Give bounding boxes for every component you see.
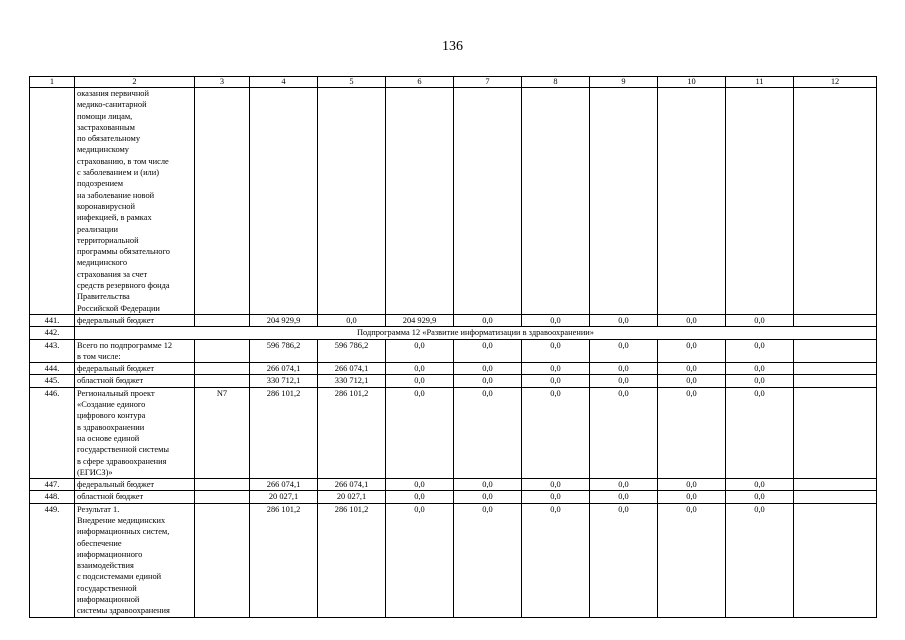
value-cell: 0,0	[522, 339, 590, 363]
column-header: 3	[195, 77, 250, 88]
value-cell: 0,0	[590, 363, 658, 375]
value-cell: 0,0	[590, 479, 658, 491]
description-line: в сфере здравоохранения	[77, 456, 167, 466]
description-line: обеспечение	[77, 538, 122, 548]
value-cell: 0,0	[726, 363, 794, 375]
value-cell: 0,0	[522, 363, 590, 375]
subprogram-title: Подпрограмма 12 «Развитие информатизации в здравоохранении»	[75, 327, 877, 339]
table-row	[30, 479, 877, 491]
description-line: Результат 1.	[77, 504, 120, 514]
description-line: страхованию, в том числе	[77, 156, 169, 166]
description-line: в здравоохранении	[77, 422, 145, 432]
value-cell: 0,0	[522, 491, 590, 503]
row-number: 445.	[30, 375, 75, 387]
value-cell: 0,0	[454, 479, 522, 491]
value-cell: 0,0	[590, 339, 658, 363]
value-cell: 0,0	[726, 479, 794, 491]
value-cell: 0,0	[454, 387, 522, 478]
note-cell	[794, 387, 877, 478]
row-number: 448.	[30, 491, 75, 503]
value-cell: 0,0	[658, 387, 726, 478]
description-line: Правительства	[77, 292, 130, 302]
description-line: информационной	[77, 595, 140, 605]
row-number: 444.	[30, 363, 75, 375]
row-description	[75, 479, 195, 491]
description-line: цифрового контура	[77, 411, 146, 421]
value-cell: 204 929,9	[250, 314, 318, 326]
value-cell: 0,0	[658, 375, 726, 387]
column-header: 2	[75, 77, 195, 88]
value-cell: 0,0	[522, 375, 590, 387]
description-line: медицинскому	[77, 145, 129, 155]
column-header: 5	[318, 77, 386, 88]
value-cell: 0,0	[726, 375, 794, 387]
row-description	[75, 363, 195, 375]
table-header-row	[30, 77, 877, 88]
value-cell: 0,0	[590, 491, 658, 503]
row-code	[195, 375, 250, 387]
description-line: средств резервного фонда	[77, 281, 170, 291]
description-line: медицинского	[77, 258, 128, 268]
description-line: программы обязательного	[77, 247, 170, 257]
value-cell: 0,0	[454, 503, 522, 617]
row-description	[75, 491, 195, 503]
description-line: коронавирусной	[77, 201, 135, 211]
description-line: на основе единой	[77, 433, 140, 443]
description-line: застрахованным	[77, 122, 135, 132]
description-line: помощи лицам,	[77, 111, 133, 121]
description-line: реализации	[77, 224, 118, 234]
description-line: с подсистемами единой	[77, 572, 162, 582]
column-header: 8	[522, 77, 590, 88]
value-cell	[658, 88, 726, 315]
row-code: N7	[195, 387, 250, 478]
description-line: с заболеванием и (или)	[77, 168, 160, 178]
page-number: 136	[442, 39, 463, 54]
value-cell: 0,0	[658, 491, 726, 503]
description-line: инфекцией, в рамках	[77, 213, 152, 223]
value-cell: 0,0	[522, 314, 590, 326]
value-cell: 0,0	[658, 479, 726, 491]
value-cell: 0,0	[590, 387, 658, 478]
value-cell	[250, 88, 318, 315]
table-row	[30, 88, 877, 315]
value-cell: 0,0	[386, 375, 454, 387]
row-number: 441.	[30, 314, 75, 326]
table-row	[30, 387, 877, 478]
value-cell: 0,0	[522, 387, 590, 478]
value-cell: 0,0	[386, 503, 454, 617]
value-cell: 0,0	[454, 363, 522, 375]
value-cell: 286 101,2	[318, 387, 386, 478]
value-cell: 0,0	[726, 339, 794, 363]
row-code	[195, 339, 250, 363]
value-cell: 266 074,1	[318, 479, 386, 491]
value-cell: 286 101,2	[318, 503, 386, 617]
column-header: 7	[454, 77, 522, 88]
row-description	[75, 387, 195, 478]
row-description	[75, 88, 195, 315]
description-line: в том числе:	[77, 351, 121, 361]
table-row	[30, 503, 877, 617]
description-line: подозрением	[77, 179, 124, 189]
value-cell	[522, 88, 590, 315]
row-number: 449.	[30, 503, 75, 617]
description-line: государственной	[77, 583, 137, 593]
value-cell: 20 027,1	[250, 491, 318, 503]
description-line: федеральный бюджет	[77, 480, 155, 490]
value-cell: 330 712,1	[318, 375, 386, 387]
value-cell: 0,0	[522, 479, 590, 491]
value-cell: 0,0	[454, 339, 522, 363]
row-code	[195, 363, 250, 375]
table-row	[30, 375, 877, 387]
description-line: территориальной	[77, 235, 139, 245]
value-cell: 286 101,2	[250, 503, 318, 617]
description-line: областной бюджет	[77, 492, 144, 502]
description-line: страхования за счет	[77, 269, 148, 279]
note-cell	[794, 88, 877, 315]
note-cell	[794, 479, 877, 491]
value-cell: 266 074,1	[250, 479, 318, 491]
description-line: областной бюджет	[77, 376, 144, 386]
column-header: 12	[794, 77, 877, 88]
column-header: 1	[30, 77, 75, 88]
budget-table	[29, 76, 877, 618]
description-line: государственной системы	[77, 445, 170, 455]
row-code	[195, 503, 250, 617]
description-line: на заболевание новой	[77, 190, 155, 200]
value-cell: 0,0	[318, 314, 386, 326]
value-cell	[726, 88, 794, 315]
value-cell: 0,0	[590, 314, 658, 326]
value-cell: 0,0	[454, 491, 522, 503]
row-description	[75, 503, 195, 617]
table-row	[30, 491, 877, 503]
column-header: 11	[726, 77, 794, 88]
note-cell	[794, 503, 877, 617]
description-line: Российской Федерации	[77, 303, 160, 313]
description-line: Всего по подпрограмме 12	[77, 340, 173, 350]
description-line: системы здравоохранения	[77, 606, 170, 616]
description-line: информационного	[77, 549, 143, 559]
value-cell: 0,0	[386, 363, 454, 375]
table-row	[30, 314, 877, 326]
note-cell	[794, 375, 877, 387]
description-line: Внедрение медицинских	[77, 515, 166, 525]
row-code	[195, 314, 250, 326]
value-cell: 0,0	[454, 314, 522, 326]
value-cell: 0,0	[726, 314, 794, 326]
description-line: «Создание единого	[77, 400, 146, 410]
row-code	[195, 491, 250, 503]
value-cell: 0,0	[658, 363, 726, 375]
table-row	[30, 339, 877, 363]
value-cell: 0,0	[658, 339, 726, 363]
value-cell: 0,0	[454, 375, 522, 387]
row-number	[30, 88, 75, 315]
description-line: федеральный бюджет	[77, 364, 155, 374]
value-cell: 596 786,2	[318, 339, 386, 363]
value-cell	[386, 88, 454, 315]
value-cell: 0,0	[726, 387, 794, 478]
value-cell: 286 101,2	[250, 387, 318, 478]
column-header: 10	[658, 77, 726, 88]
value-cell: 0,0	[522, 503, 590, 617]
value-cell: 20 027,1	[318, 491, 386, 503]
value-cell: 266 074,1	[318, 363, 386, 375]
description-line: взаимодействия	[77, 561, 134, 571]
row-number: 443.	[30, 339, 75, 363]
value-cell: 0,0	[726, 503, 794, 617]
description-line: Региональный проект	[77, 388, 155, 398]
table-row	[30, 327, 877, 339]
description-line: информационных систем,	[77, 527, 170, 537]
table-row	[30, 363, 877, 375]
row-description	[75, 339, 195, 363]
column-header: 9	[590, 77, 658, 88]
value-cell: 0,0	[590, 375, 658, 387]
value-cell: 0,0	[386, 479, 454, 491]
row-number: 446.	[30, 387, 75, 478]
value-cell: 204 929,9	[386, 314, 454, 326]
value-cell	[590, 88, 658, 315]
description-line: федеральный бюджет	[77, 315, 155, 325]
row-description	[75, 314, 195, 326]
value-cell: 0,0	[386, 339, 454, 363]
row-number: 442.	[30, 327, 75, 339]
value-cell: 0,0	[658, 314, 726, 326]
value-cell: 0,0	[590, 503, 658, 617]
value-cell: 0,0	[386, 387, 454, 478]
description-line: оказания первичной	[77, 89, 149, 98]
value-cell	[318, 88, 386, 315]
note-cell	[794, 314, 877, 326]
note-cell	[794, 491, 877, 503]
value-cell: 0,0	[726, 491, 794, 503]
value-cell: 266 074,1	[250, 363, 318, 375]
row-number: 447.	[30, 479, 75, 491]
column-header: 4	[250, 77, 318, 88]
description-line: (ЕГИСЗ)»	[77, 467, 113, 477]
value-cell: 596 786,2	[250, 339, 318, 363]
row-code	[195, 88, 250, 315]
value-cell: 330 712,1	[250, 375, 318, 387]
description-line: медико-санитарной	[77, 100, 147, 110]
value-cell: 0,0	[386, 491, 454, 503]
value-cell	[454, 88, 522, 315]
row-code	[195, 479, 250, 491]
description-line: по обязательному	[77, 134, 141, 144]
note-cell	[794, 339, 877, 363]
column-header: 6	[386, 77, 454, 88]
note-cell	[794, 363, 877, 375]
value-cell: 0,0	[658, 503, 726, 617]
row-description	[75, 375, 195, 387]
